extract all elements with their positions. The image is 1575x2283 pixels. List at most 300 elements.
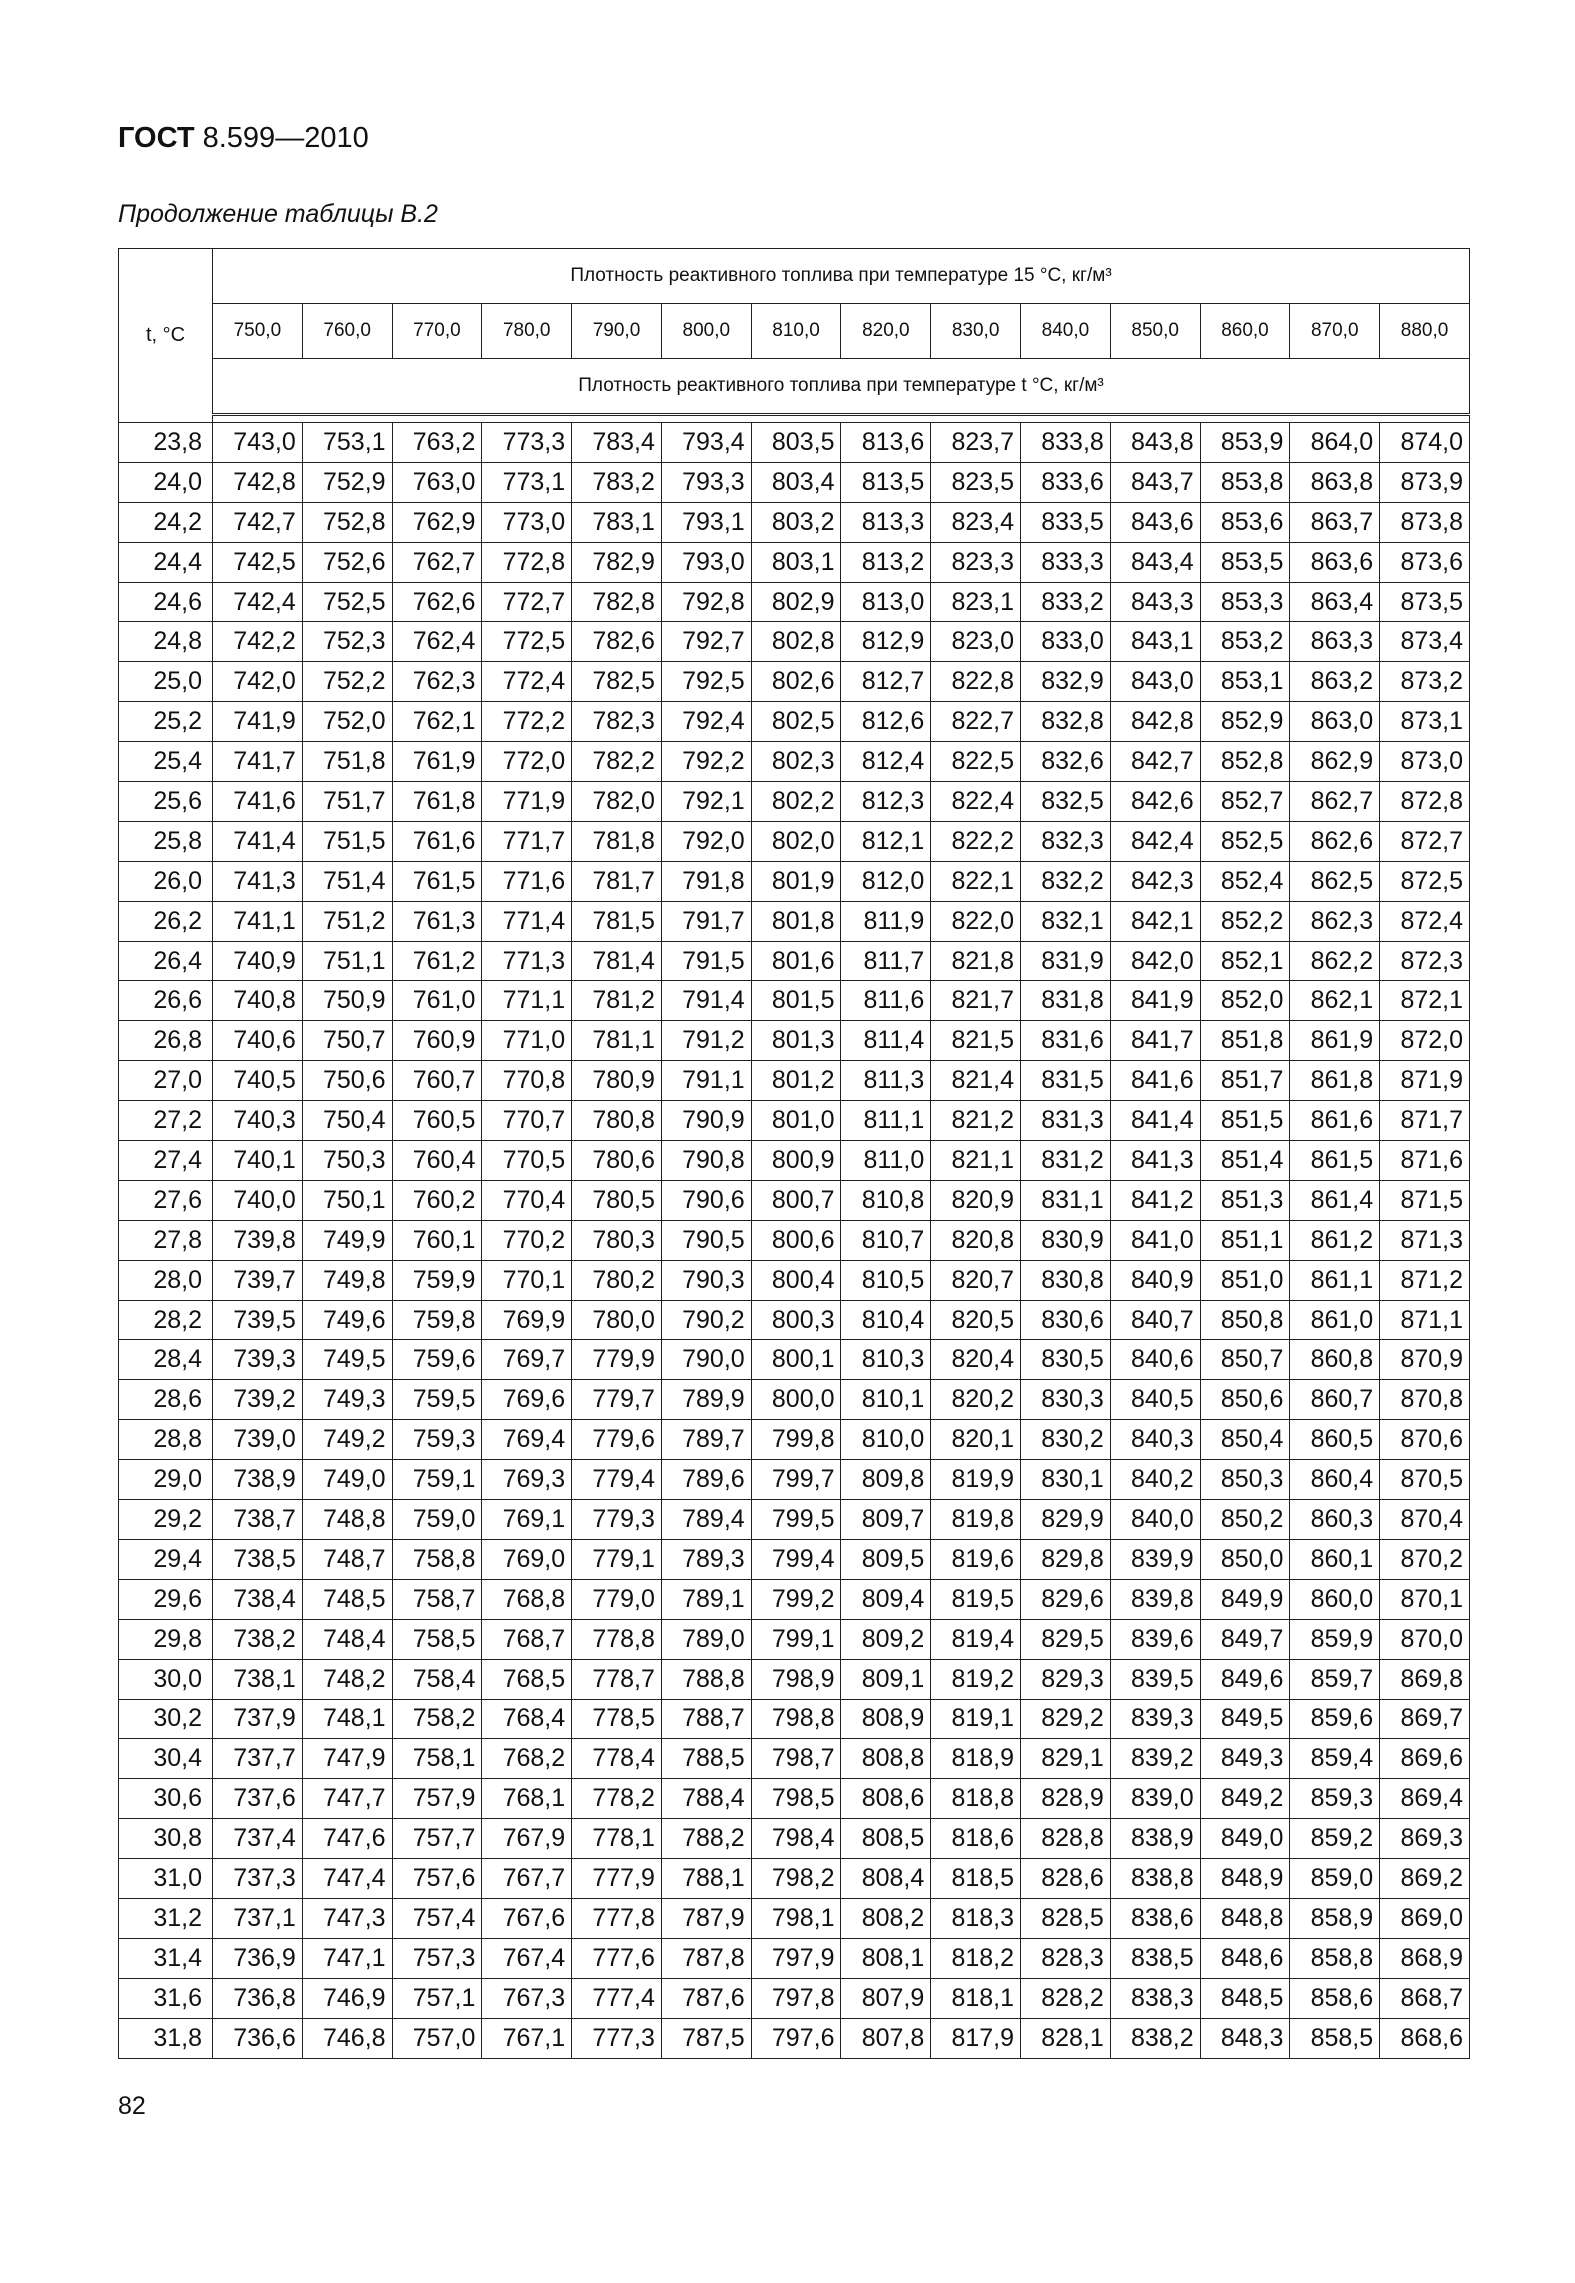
density-cell: 748,2	[302, 1659, 392, 1699]
temperature-cell: 26,4	[119, 941, 213, 981]
density-cell: 752,6	[302, 542, 392, 582]
density-cell: 771,1	[482, 981, 572, 1021]
gost-number: 8.599—2010	[194, 122, 369, 154]
density-cell: 790,6	[661, 1180, 751, 1220]
density-cell: 768,5	[482, 1659, 572, 1699]
density-cell: 747,6	[302, 1819, 392, 1859]
density-cell: 843,4	[1110, 542, 1200, 582]
temperature-cell: 29,8	[119, 1619, 213, 1659]
density-cell: 863,2	[1290, 662, 1380, 702]
density-cell: 840,2	[1110, 1460, 1200, 1500]
density-cell: 768,8	[482, 1579, 572, 1619]
density-cell: 817,9	[931, 2018, 1021, 2058]
density-cell: 801,5	[751, 981, 841, 1021]
density-cell: 862,3	[1290, 901, 1380, 941]
density-cell: 789,4	[661, 1500, 751, 1540]
density-cell: 843,1	[1110, 622, 1200, 662]
table-row	[119, 1699, 1470, 1739]
density-cell: 862,1	[1290, 981, 1380, 1021]
density-cell: 873,2	[1380, 662, 1470, 702]
density-cell: 811,3	[841, 1061, 931, 1101]
density-cell: 863,6	[1290, 542, 1380, 582]
density-cell: 850,3	[1200, 1460, 1290, 1500]
density-cell: 849,7	[1200, 1619, 1290, 1659]
density-cell: 752,3	[302, 622, 392, 662]
density-cell: 802,8	[751, 622, 841, 662]
density-cell: 849,2	[1200, 1779, 1290, 1819]
density-cell: 799,5	[751, 1500, 841, 1540]
temperature-cell: 30,4	[119, 1739, 213, 1779]
temperature-cell: 31,8	[119, 2018, 213, 2058]
density-cell: 777,4	[572, 1978, 662, 2018]
density-cell: 767,9	[482, 1819, 572, 1859]
density-cell: 861,2	[1290, 1220, 1380, 1260]
density-cell: 848,8	[1200, 1898, 1290, 1938]
density-cell: 761,6	[392, 821, 482, 861]
density-cell: 808,6	[841, 1779, 931, 1819]
density-cell: 789,3	[661, 1539, 751, 1579]
density-cell: 870,6	[1380, 1420, 1470, 1460]
density-cell: 758,2	[392, 1699, 482, 1739]
density-cell: 810,5	[841, 1260, 931, 1300]
density-cell: 823,4	[931, 502, 1021, 542]
density-cell: 831,1	[1021, 1180, 1111, 1220]
density-cell: 751,7	[302, 782, 392, 822]
density-cell: 861,0	[1290, 1300, 1380, 1340]
table-row	[119, 782, 1470, 822]
temperature-cell: 25,6	[119, 782, 213, 822]
density-cell: 808,2	[841, 1898, 931, 1938]
density-cell: 748,5	[302, 1579, 392, 1619]
density-cell: 740,1	[213, 1141, 303, 1181]
density-cell: 752,9	[302, 462, 392, 502]
density-cell: 810,0	[841, 1420, 931, 1460]
density-cell: 751,5	[302, 821, 392, 861]
temperature-cell: 29,4	[119, 1539, 213, 1579]
density-cell: 780,2	[572, 1260, 662, 1300]
density-cell: 798,7	[751, 1739, 841, 1779]
density-cell: 861,9	[1290, 1021, 1380, 1061]
density-cell: 760,1	[392, 1220, 482, 1260]
density-cell: 750,7	[302, 1021, 392, 1061]
density-cell: 779,4	[572, 1460, 662, 1500]
density-cell: 738,4	[213, 1579, 303, 1619]
density-cell: 809,4	[841, 1579, 931, 1619]
density-cell: 829,3	[1021, 1659, 1111, 1699]
density-cell: 773,3	[482, 423, 572, 463]
density-cell: 741,9	[213, 702, 303, 742]
density-cell: 739,0	[213, 1420, 303, 1460]
density-cell: 843,8	[1110, 423, 1200, 463]
temperature-cell: 24,6	[119, 582, 213, 622]
density-cell: 740,6	[213, 1021, 303, 1061]
density-cell: 828,2	[1021, 1978, 1111, 2018]
density-cell: 848,6	[1200, 1938, 1290, 1978]
density-cell: 852,7	[1200, 782, 1290, 822]
density-cell: 813,2	[841, 542, 931, 582]
density-cell: 810,4	[841, 1300, 931, 1340]
density-column-header: 810,0	[751, 304, 841, 359]
density-cell: 790,2	[661, 1300, 751, 1340]
density-cell: 792,5	[661, 662, 751, 702]
density-cell: 821,1	[931, 1141, 1021, 1181]
density-cell: 839,3	[1110, 1699, 1200, 1739]
density-cell: 751,8	[302, 742, 392, 782]
density-cell: 838,6	[1110, 1898, 1200, 1938]
density-cell: 800,6	[751, 1220, 841, 1260]
density-cell: 737,6	[213, 1779, 303, 1819]
density-cell: 873,4	[1380, 622, 1470, 662]
density-cell: 781,8	[572, 821, 662, 861]
density-cell: 852,8	[1200, 742, 1290, 782]
density-cell: 871,3	[1380, 1220, 1470, 1260]
density-cell: 819,6	[931, 1539, 1021, 1579]
density-cell: 820,4	[931, 1340, 1021, 1380]
density-cell: 799,8	[751, 1420, 841, 1460]
density-cell: 741,6	[213, 782, 303, 822]
density-cell: 872,5	[1380, 861, 1470, 901]
temperature-cell: 26,8	[119, 1021, 213, 1061]
density-cell: 818,6	[931, 1819, 1021, 1859]
density-cell: 781,1	[572, 1021, 662, 1061]
density-cell: 862,7	[1290, 782, 1380, 822]
temperature-cell: 27,8	[119, 1220, 213, 1260]
density-cell: 769,1	[482, 1500, 572, 1540]
temperature-cell: 31,6	[119, 1978, 213, 2018]
table-row	[119, 1500, 1470, 1540]
density-cell: 832,8	[1021, 702, 1111, 742]
density-cell: 760,4	[392, 1141, 482, 1181]
density-cell: 829,5	[1021, 1619, 1111, 1659]
density-cell: 820,1	[931, 1420, 1021, 1460]
density-cell: 872,4	[1380, 901, 1470, 941]
temperature-header: t, °С	[119, 249, 213, 423]
density-cell: 810,8	[841, 1180, 931, 1220]
density-cell: 759,1	[392, 1460, 482, 1500]
table-row	[119, 821, 1470, 861]
table-row	[119, 1819, 1470, 1859]
density-cell: 790,3	[661, 1260, 751, 1300]
table-row	[119, 861, 1470, 901]
density-cell: 770,5	[482, 1141, 572, 1181]
table-row	[119, 1021, 1470, 1061]
density-cell: 783,1	[572, 502, 662, 542]
density-cell: 763,2	[392, 423, 482, 463]
density-cell: 762,6	[392, 582, 482, 622]
density-cell: 738,1	[213, 1659, 303, 1699]
density-cell: 839,9	[1110, 1539, 1200, 1579]
density-cell: 861,4	[1290, 1180, 1380, 1220]
density-cell: 819,4	[931, 1619, 1021, 1659]
density-cell: 772,2	[482, 702, 572, 742]
density-cell: 853,1	[1200, 662, 1290, 702]
density-cell: 769,7	[482, 1340, 572, 1380]
density-cell: 749,9	[302, 1220, 392, 1260]
density-cell: 747,1	[302, 1938, 392, 1978]
density-cell: 838,2	[1110, 2018, 1200, 2058]
density-cell: 810,1	[841, 1380, 931, 1420]
density-cell: 780,9	[572, 1061, 662, 1101]
density-cell: 802,9	[751, 582, 841, 622]
density-cell: 758,8	[392, 1539, 482, 1579]
density-cell: 757,7	[392, 1819, 482, 1859]
density-cell: 757,4	[392, 1898, 482, 1938]
density-cell: 739,5	[213, 1300, 303, 1340]
density-cell: 743,0	[213, 423, 303, 463]
density-cell: 788,7	[661, 1699, 751, 1739]
density-cell: 803,2	[751, 502, 841, 542]
density-column-header: 780,0	[482, 304, 572, 359]
density-cell: 802,3	[751, 742, 841, 782]
temperature-cell: 27,2	[119, 1101, 213, 1141]
density-cell: 808,9	[841, 1699, 931, 1739]
density-cell: 762,1	[392, 702, 482, 742]
density-cell: 747,4	[302, 1859, 392, 1899]
density-column-header: 860,0	[1200, 304, 1290, 359]
density-cell: 828,8	[1021, 1819, 1111, 1859]
density-cell: 818,5	[931, 1859, 1021, 1899]
density-cell: 829,1	[1021, 1739, 1111, 1779]
density-cell: 802,2	[751, 782, 841, 822]
density-cell: 771,6	[482, 861, 572, 901]
density-cell: 858,5	[1290, 2018, 1380, 2058]
density-cell: 772,0	[482, 742, 572, 782]
density-cell: 828,3	[1021, 1938, 1111, 1978]
temperature-cell: 24,8	[119, 622, 213, 662]
density-column-header: 800,0	[661, 304, 751, 359]
density-cell: 841,6	[1110, 1061, 1200, 1101]
density-cell: 853,9	[1200, 423, 1290, 463]
table-row	[119, 1180, 1470, 1220]
temperature-cell: 30,0	[119, 1659, 213, 1699]
density-cell: 788,1	[661, 1859, 751, 1899]
density-cell: 758,1	[392, 1739, 482, 1779]
density-cell: 818,1	[931, 1978, 1021, 2018]
density-cell: 778,8	[572, 1619, 662, 1659]
density-cell: 812,7	[841, 662, 931, 702]
density-cell: 749,5	[302, 1340, 392, 1380]
density-cell: 851,7	[1200, 1061, 1290, 1101]
density-cell: 852,2	[1200, 901, 1290, 941]
density-cell: 822,1	[931, 861, 1021, 901]
density-cell: 870,1	[1380, 1579, 1470, 1619]
density-cell: 790,9	[661, 1101, 751, 1141]
density-cell: 750,9	[302, 981, 392, 1021]
density-cell: 798,1	[751, 1898, 841, 1938]
density-cell: 821,5	[931, 1021, 1021, 1061]
density-cell: 741,1	[213, 901, 303, 941]
density-cell: 763,0	[392, 462, 482, 502]
density-cell: 741,3	[213, 861, 303, 901]
density-cell: 874,0	[1380, 423, 1470, 463]
density-cell: 809,7	[841, 1500, 931, 1540]
table-row	[119, 901, 1470, 941]
density-cell: 863,4	[1290, 582, 1380, 622]
density-cell: 787,5	[661, 2018, 751, 2058]
temperature-cell: 30,6	[119, 1779, 213, 1819]
density-cell: 858,9	[1290, 1898, 1380, 1938]
density-cell: 757,1	[392, 1978, 482, 2018]
density-cell: 870,9	[1380, 1340, 1470, 1380]
temperature-cell: 27,6	[119, 1180, 213, 1220]
density-cell: 779,9	[572, 1340, 662, 1380]
density-cell: 792,4	[661, 702, 751, 742]
density-cell: 853,6	[1200, 502, 1290, 542]
density-cell: 850,4	[1200, 1420, 1290, 1460]
density-cell: 850,2	[1200, 1500, 1290, 1540]
density-cell: 790,5	[661, 1220, 751, 1260]
density-cell: 790,8	[661, 1141, 751, 1181]
density-cell: 861,6	[1290, 1101, 1380, 1141]
density-cell: 749,6	[302, 1300, 392, 1340]
density-cell: 772,5	[482, 622, 572, 662]
density-cell: 787,6	[661, 1978, 751, 2018]
density-cell: 782,5	[572, 662, 662, 702]
density-cell: 838,3	[1110, 1978, 1200, 2018]
density-cell: 780,3	[572, 1220, 662, 1260]
density-cell: 807,9	[841, 1978, 931, 2018]
density-cell: 800,3	[751, 1300, 841, 1340]
density-cell: 862,5	[1290, 861, 1380, 901]
density-cell: 853,5	[1200, 542, 1290, 582]
density-cell: 823,7	[931, 423, 1021, 463]
density-cell: 783,2	[572, 462, 662, 502]
density-cell: 773,1	[482, 462, 572, 502]
density-cell: 799,7	[751, 1460, 841, 1500]
density-cell: 850,7	[1200, 1340, 1290, 1380]
density-cell: 838,9	[1110, 1819, 1200, 1859]
density-cell: 773,0	[482, 502, 572, 542]
density-cell: 831,5	[1021, 1061, 1111, 1101]
density-cell: 831,8	[1021, 981, 1111, 1021]
density-cell: 801,8	[751, 901, 841, 941]
density-cell: 832,3	[1021, 821, 1111, 861]
table-row	[119, 1300, 1470, 1340]
density-cell: 792,0	[661, 821, 751, 861]
density-cell: 822,7	[931, 702, 1021, 742]
density-cell: 859,3	[1290, 1779, 1380, 1819]
density-cell: 821,2	[931, 1101, 1021, 1141]
density-cell: 780,0	[572, 1300, 662, 1340]
density-cell: 759,5	[392, 1380, 482, 1420]
density-cell: 737,3	[213, 1859, 303, 1899]
density-cell: 869,8	[1380, 1659, 1470, 1699]
density-cell: 839,8	[1110, 1579, 1200, 1619]
density-cell: 768,2	[482, 1739, 572, 1779]
density-cell: 749,3	[302, 1380, 392, 1420]
density-cell: 739,7	[213, 1260, 303, 1300]
density-cell: 848,3	[1200, 2018, 1290, 2058]
temperature-cell: 25,4	[119, 742, 213, 782]
density-cell: 873,5	[1380, 582, 1470, 622]
density-cell: 850,0	[1200, 1539, 1290, 1579]
density-cell: 823,0	[931, 622, 1021, 662]
density-cell: 872,8	[1380, 782, 1470, 822]
density-cell: 791,4	[661, 981, 751, 1021]
document-header	[118, 122, 369, 155]
density-cell: 769,3	[482, 1460, 572, 1500]
density-cell: 781,2	[572, 981, 662, 1021]
density-cell: 740,3	[213, 1101, 303, 1141]
table-row	[119, 1061, 1470, 1101]
table-row	[119, 1579, 1470, 1619]
density-cell: 820,7	[931, 1260, 1021, 1300]
temperature-cell: 25,2	[119, 702, 213, 742]
density-cell: 782,9	[572, 542, 662, 582]
density-cell: 799,1	[751, 1619, 841, 1659]
density-cell: 861,1	[1290, 1260, 1380, 1300]
density-cell: 830,6	[1021, 1300, 1111, 1340]
density-cell: 860,3	[1290, 1500, 1380, 1540]
density-column-header: 850,0	[1110, 304, 1200, 359]
table-caption: Продолжение таблицы В.2	[118, 200, 438, 228]
density-cell: 758,4	[392, 1659, 482, 1699]
temperature-cell: 28,0	[119, 1260, 213, 1300]
density-cell: 830,3	[1021, 1380, 1111, 1420]
density-cell: 838,8	[1110, 1859, 1200, 1899]
density-cell: 778,7	[572, 1659, 662, 1699]
density-cell: 803,5	[751, 423, 841, 463]
table-row	[119, 662, 1470, 702]
gost-label: ГОСТ	[118, 122, 195, 154]
density-cell: 770,8	[482, 1061, 572, 1101]
density-cell: 819,8	[931, 1500, 1021, 1540]
density-cell: 841,3	[1110, 1141, 1200, 1181]
density-cell: 809,1	[841, 1659, 931, 1699]
density-column-header: 870,0	[1290, 304, 1380, 359]
density-cell: 820,2	[931, 1380, 1021, 1420]
density-cell: 813,3	[841, 502, 931, 542]
density-cell: 758,7	[392, 1579, 482, 1619]
density-cell: 868,7	[1380, 1978, 1470, 2018]
density-column-header: 840,0	[1021, 304, 1111, 359]
density-cell: 861,5	[1290, 1141, 1380, 1181]
density-cell: 871,9	[1380, 1061, 1470, 1101]
density-cell: 843,0	[1110, 662, 1200, 702]
density-cell: 862,9	[1290, 742, 1380, 782]
density-cell: 788,2	[661, 1819, 751, 1859]
density-cell: 790,0	[661, 1340, 751, 1380]
density-cell: 851,0	[1200, 1260, 1290, 1300]
density-cell: 739,3	[213, 1340, 303, 1380]
density-cell: 873,8	[1380, 502, 1470, 542]
density-cell: 742,0	[213, 662, 303, 702]
density-cell: 833,8	[1021, 423, 1111, 463]
density-cell: 738,7	[213, 1500, 303, 1540]
temperature-cell: 31,0	[119, 1859, 213, 1899]
density-cell: 833,5	[1021, 502, 1111, 542]
density-cell: 769,9	[482, 1300, 572, 1340]
density-cell: 839,6	[1110, 1619, 1200, 1659]
density-cell: 761,5	[392, 861, 482, 901]
table-row	[119, 1539, 1470, 1579]
density-cell: 862,2	[1290, 941, 1380, 981]
density-cell: 759,6	[392, 1340, 482, 1380]
density-cell: 859,4	[1290, 1739, 1380, 1779]
density-cell: 761,2	[392, 941, 482, 981]
density-cell: 761,9	[392, 742, 482, 782]
density-cell: 762,3	[392, 662, 482, 702]
density-cell: 788,5	[661, 1739, 751, 1779]
table-row	[119, 1659, 1470, 1699]
density-cell: 737,7	[213, 1739, 303, 1779]
density-cell: 863,3	[1290, 622, 1380, 662]
density-cell: 761,0	[392, 981, 482, 1021]
density-cell: 802,5	[751, 702, 841, 742]
density-cell: 778,4	[572, 1739, 662, 1779]
density-cell: 741,4	[213, 821, 303, 861]
density-cell: 803,1	[751, 542, 841, 582]
